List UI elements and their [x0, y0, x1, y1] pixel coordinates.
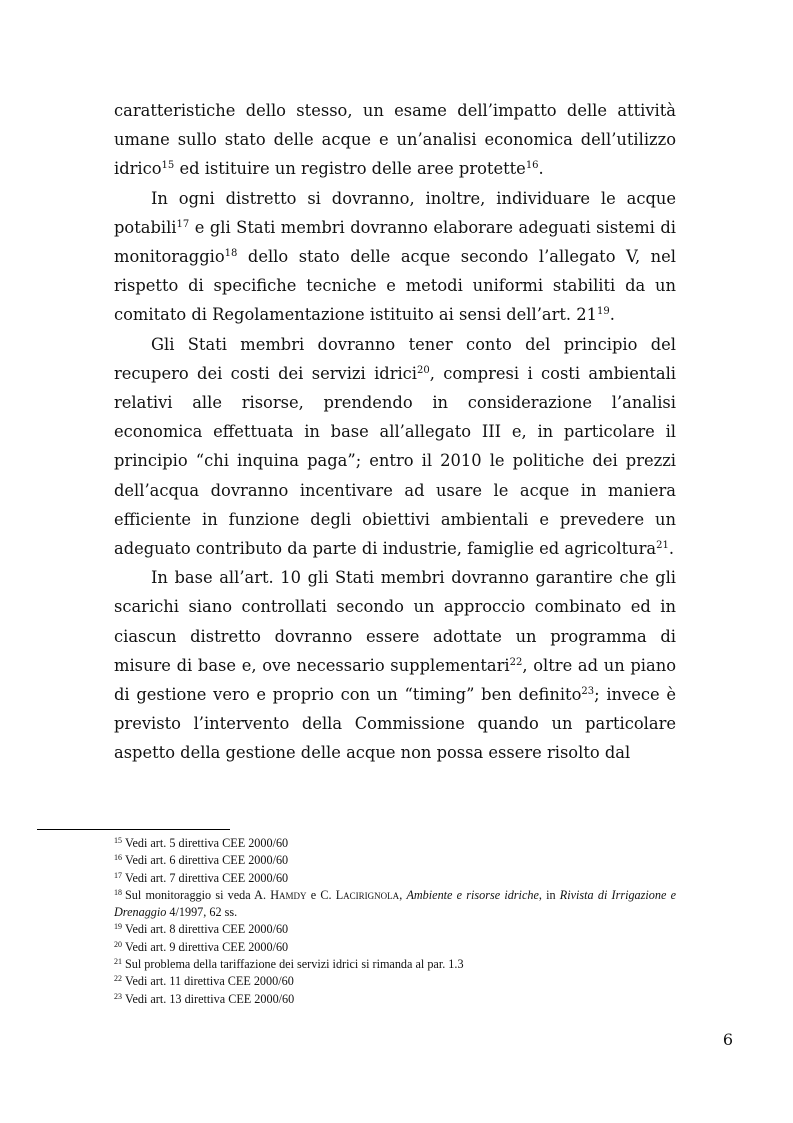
footnote-text: 4/1997, 62 ss.: [166, 905, 238, 920]
text-run: In base all’art. 10 gli Stati membri dovranno garantire che gli scarichi siano controllati secondo un approccio combinato ed in ciascun distretto dovranno essere adottate un programma di misure di base e, ove necessario supplementari: [114, 568, 676, 675]
footnote-number: 22: [114, 974, 122, 984]
footnote-number: 17: [114, 870, 122, 880]
text-run: .: [609, 305, 615, 325]
footnote-15: [114, 835, 676, 852]
footnote-18: [114, 887, 676, 922]
footnote-22: [114, 973, 676, 990]
work-title: Ambiente e risorse idriche: [406, 887, 539, 902]
footnote-ref: 17: [176, 218, 190, 230]
text-run: caratteristiche dello stesso, un esame dell’impatto delle attività umane sullo stato delle acque e un’analisi economica dell’utilizzo idrico: [114, 101, 676, 179]
footnote-text: e C.: [306, 887, 336, 902]
text-run: , oltre ad un piano di gestione vero e proprio con un “timing” ben definito: [114, 655, 676, 705]
footnote-text: Vedi art. 6 direttiva CEE 2000/60: [125, 853, 289, 868]
footnote-ref: 22: [509, 656, 523, 668]
journal-title: Rivista di Irrigazione e Drenaggio: [114, 887, 676, 920]
footnote-text: Vedi art. 7 direttiva CEE 2000/60: [125, 870, 289, 885]
footnote-text: Sul problema della tariffazione dei servizi idrici si rimanda al par. 1.3: [125, 957, 464, 972]
footnote-text: ,: [399, 887, 407, 902]
footnote-21: [114, 956, 676, 973]
footnote-text: Vedi art. 5 direttiva CEE 2000/60: [125, 836, 289, 850]
footnote-number: 18: [114, 887, 122, 897]
footnote-ref: 16: [525, 160, 539, 172]
text-run: In ogni distretto si dovranno, inoltre, individuare le acque potabili: [114, 188, 676, 237]
text-run: ; invece è previsto l’intervento della Commissione quando un particolare aspetto della gestione delle acque non possa essere risolto dal: [114, 685, 676, 763]
text-run: Gli Stati membri dovranno tener conto del principio del recupero dei costi dei servizi idrici: [114, 334, 676, 383]
footnote-16: [114, 852, 676, 869]
author-name: Hamdy: [270, 887, 307, 902]
footnote-text: Vedi art. 9 direttiva CEE 2000/60: [125, 939, 289, 954]
footnote-23: [114, 991, 676, 1008]
paragraph-4: [114, 563, 676, 767]
text-run: e gli Stati membri dovranno elaborare adeguati sistemi di monitoraggio: [114, 217, 676, 267]
footnote-20: [114, 939, 676, 956]
footnote-text: Vedi art. 8 direttiva CEE 2000/60: [125, 922, 289, 937]
footnote-separator: [37, 829, 230, 830]
text-run: .: [538, 159, 544, 179]
paragraph-3: [114, 330, 676, 564]
footnote-text: Sul monitoraggio si veda A.: [125, 887, 271, 902]
footnote-ref: 19: [596, 306, 610, 318]
footnote-text: Vedi art. 11 direttiva CEE 2000/60: [125, 974, 294, 989]
text-run: ed istituire un registro delle aree protette: [174, 159, 526, 179]
footnote-text: Vedi art. 13 direttiva CEE 2000/60: [125, 991, 295, 1006]
footnote-ref: 18: [224, 248, 238, 260]
footnote-text: , in: [538, 887, 560, 902]
footnote-17: [114, 870, 676, 887]
text-run: dello stato delle acque secondo l’allegato V, nel rispetto di specifiche tecniche e metodi uniformi stabiliti da un comitato di Regolamentazione istituito ai sensi dell’art. 21: [114, 247, 676, 325]
text-run: .: [668, 539, 675, 559]
footnote-19: [114, 921, 676, 938]
footnote-number: 20: [114, 939, 122, 949]
footnote-number: 15: [114, 836, 122, 845]
paragraph-2: [114, 184, 676, 330]
footnote-ref: 15: [161, 160, 175, 172]
footnote-number: 19: [114, 922, 122, 932]
footnote-number: 16: [114, 853, 122, 863]
footnotes: [114, 835, 676, 1008]
page-number: 6: [722, 1030, 733, 1049]
author-name: Lacirignola: [335, 887, 400, 902]
footnote-number: 21: [114, 957, 122, 967]
footnote-number: 23: [114, 991, 122, 1001]
text-run: , compresi i costi ambientali relativi alle risorse, prendendo in considerazione l’analisi economica effettuata in base all’allegato III e, in particolare il principio “chi inquina paga”; entro il 2010 le politiche dei prezzi dell’acqua dovranno incentivare ad usare le acque in maniera efficiente in funzione degli obiettivi ambientali e prevedere un adeguato contributo da parte di industrie, famiglie ed agricoltura: [114, 363, 676, 559]
footnote-ref: 23: [581, 686, 595, 698]
footnote-ref: 21: [656, 540, 669, 552]
paragraph-1: [114, 96, 676, 184]
body-text: [114, 96, 676, 768]
footnote-ref: 20: [417, 364, 430, 376]
